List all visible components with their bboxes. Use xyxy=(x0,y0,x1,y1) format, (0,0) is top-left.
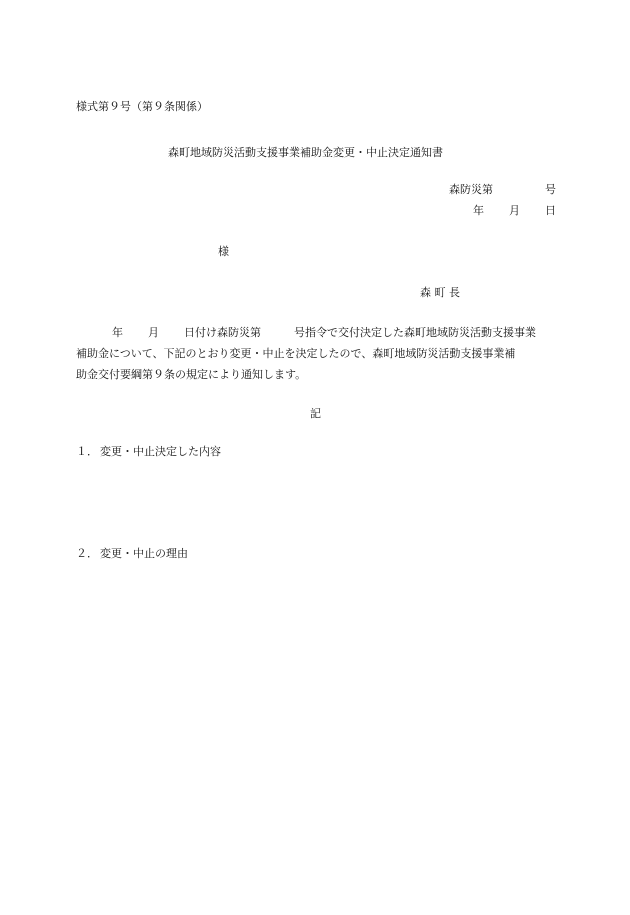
body-line1-rest: 号指令で交付決定した森町地域防災活動支援事業 xyxy=(294,326,536,339)
body-line3: 助金交付要綱第９条の規定により通知します。 xyxy=(76,368,307,381)
item-1-number: １． xyxy=(76,445,98,458)
body-line2: 補助金について、下記のとおり変更・中止を決定したので、森町地域防災活動支援事業補 xyxy=(76,347,516,360)
ki-heading: 記 xyxy=(310,407,321,420)
item-2-label: 変更・中止の理由 xyxy=(100,547,188,560)
body-year: 年 xyxy=(112,326,123,339)
body-month: 月 xyxy=(148,326,159,339)
recipient-honorific: 様 xyxy=(218,245,229,258)
date-year: 年 xyxy=(473,204,484,217)
reference-number-prefix: 森防災第 xyxy=(449,183,493,196)
date-day: 日 xyxy=(545,204,556,217)
reference-number-suffix: 号 xyxy=(545,183,556,196)
issuer: 森 町 長 xyxy=(420,286,460,299)
date-month: 月 xyxy=(509,204,520,217)
document-title: 森町地域防災活動支援事業補助金変更・中止決定通知書 xyxy=(168,146,443,159)
item-2-number: ２． xyxy=(76,547,98,560)
item-1-label: 変更・中止決定した内容 xyxy=(100,445,221,458)
form-number: 様式第９号（第９条関係） xyxy=(76,100,208,113)
body-dated-prefix: 日付け森防災第 xyxy=(184,326,261,339)
